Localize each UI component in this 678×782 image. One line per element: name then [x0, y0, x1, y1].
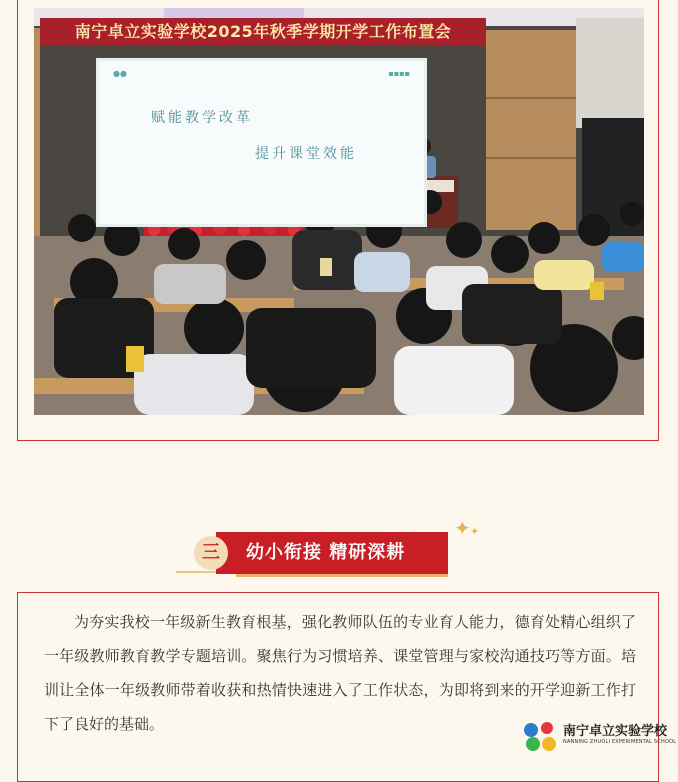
photo-card — [17, 0, 659, 441]
school-logo-icon — [521, 720, 559, 754]
meeting-banner: 南宁卓立实验学校2025年秋季学期开学工作布置会 — [40, 18, 486, 46]
screen-text-line1: 赋能教学改革 — [151, 110, 253, 126]
screen-logo-icon: ●● — [113, 69, 127, 78]
section-title: 幼小衔接 精研深耕 — [246, 542, 406, 563]
screen-text-line2: 提升课堂效能 — [255, 146, 357, 162]
school-name-en: NANNING ZHUOLI EXPERIMENTAL SCHOOL — [563, 739, 677, 745]
school-name: 南宁卓立实验学校 — [563, 724, 668, 739]
section-number-badge: 三 — [194, 536, 228, 570]
header-decor-underline — [236, 574, 448, 577]
section-header — [176, 516, 480, 580]
screen-corner-mark: ▪▪▪▪ — [388, 69, 410, 78]
school-watermark — [521, 718, 677, 758]
body-paragraph: 为夯实我校一年级新生教育根基，强化教师队伍的专业育人能力，德育处精心组织了一年级教师教育教学专题培训。聚焦行为习惯培养、课堂管理与家校沟通技巧等方面。培训让全体一年级教师带着收获和热情快速进入了工作状态，为即将到来的开学迎新工作打下了良好的基础。 — [44, 613, 636, 733]
sparkle-icon: ✦ — [454, 516, 471, 540]
sparkle-small-icon: ✦ — [470, 525, 480, 538]
projector-screen — [96, 58, 427, 227]
meeting-photo[interactable] — [34, 8, 644, 415]
